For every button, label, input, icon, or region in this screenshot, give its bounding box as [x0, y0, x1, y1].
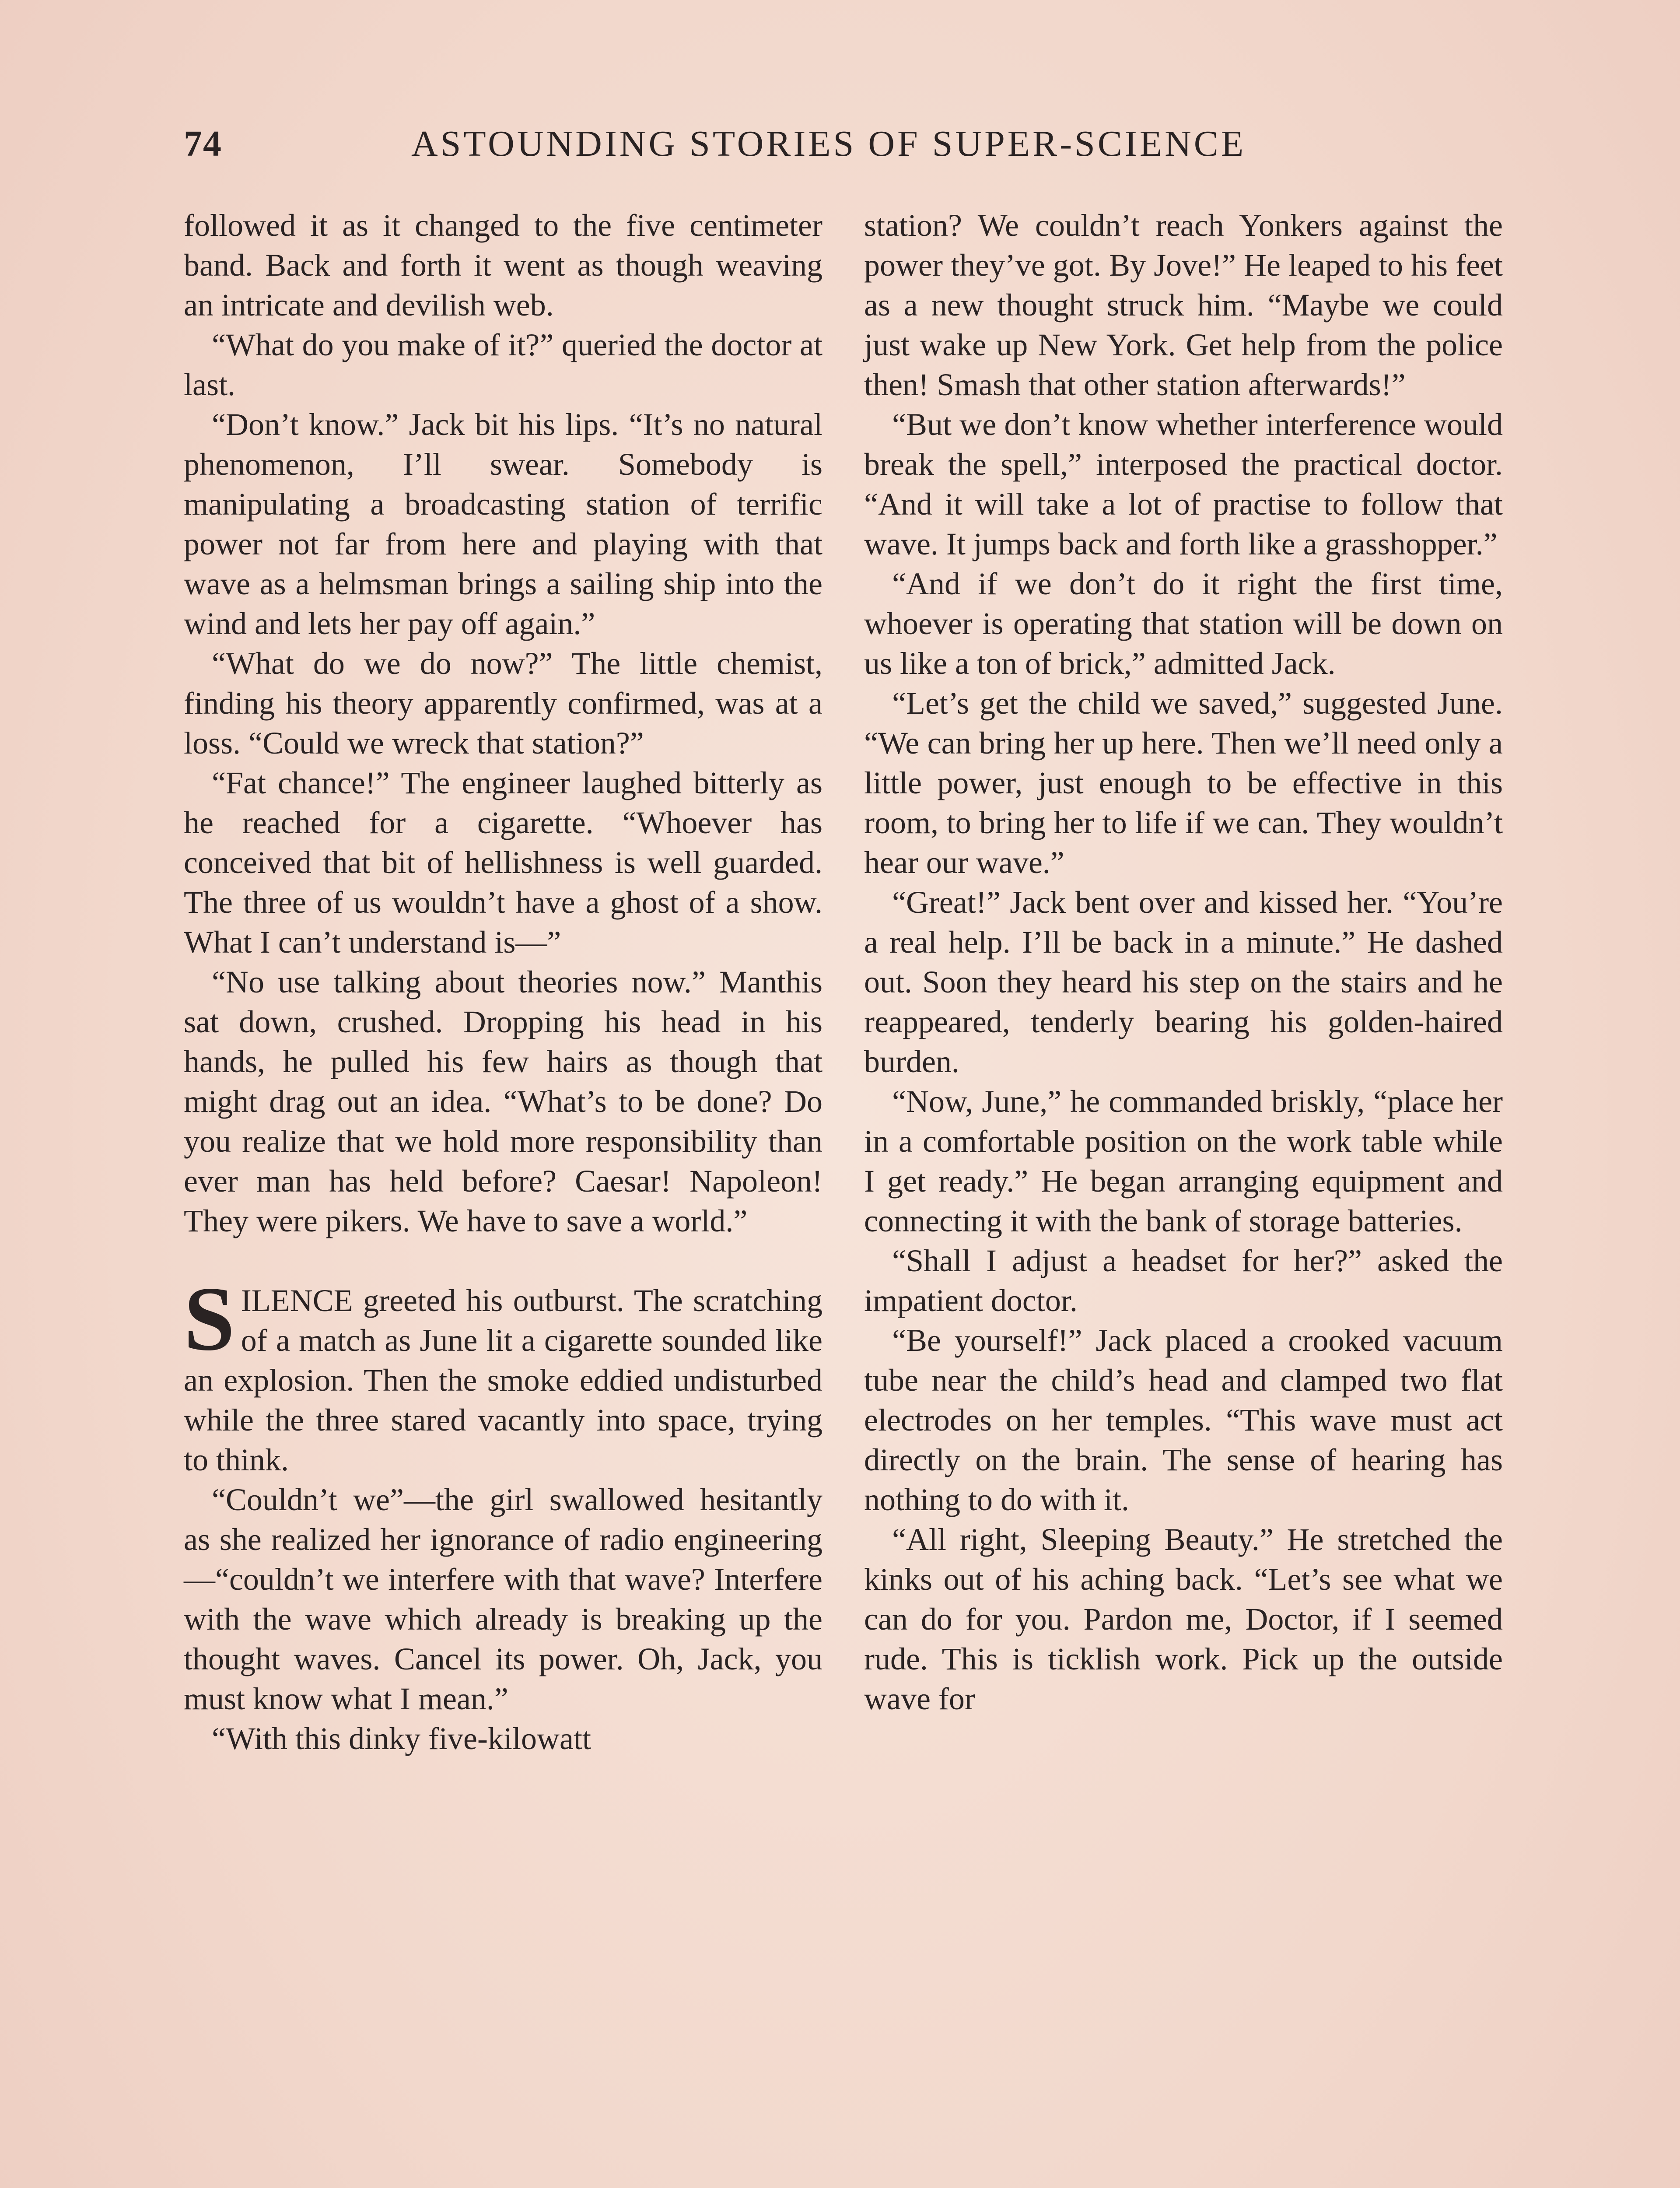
paragraph: station? We couldn’t reach Yonkers against the power they’ve got. By Jove!” He leaped to his feet as a new thought struck him. “Maybe we could just wake up New York. Get help from the police then! Smash that other station afterwards!”: [864, 208, 1503, 402]
paragraph: “Don’t know.” Jack bit his lips. “It’s no natural phenomenon, I’ll swear. Somebody is manipulating a broadcasting station of terrific power not far from here and playing with that wave as a helmsman brings a sailing ship into the wind and lets her pay off again.”: [184, 407, 822, 641]
paragraph: “No use talking about theories now.” Manthis sat down, crushed. Dropping his head in his hands, he pulled his few hairs as though that might drag out an idea. “What’s to be done? Do you realize that we hold more responsibility than ever man has held before? Caesar! Napoleon! They were pikers. We have to save a world.”: [184, 964, 822, 1238]
paragraph: “What do you make of it?” queried the doctor at last.: [184, 327, 822, 402]
page-header: [184, 123, 1496, 171]
paragraph: “Now, June,” he commanded briskly, “place her in a comfortable position on the work table while I get ready.” He began arranging equipment and connecting it with the bank of storage batteries.: [864, 1084, 1503, 1238]
page-number: 74: [184, 123, 222, 164]
paragraph: “Couldn’t we”—the girl swallowed hesitantly as she realized her ignorance of radio engineering—“couldn’t we interfere with that wave? Interfere with the wave which already is breaking up the thought waves. Cancel its power. Oh, Jack, you must know what I mean.”: [184, 1482, 822, 1716]
paragraph: “All right, Sleeping Beauty.” He stretched the kinks out of his aching back. “Let’s see what we can do for you. Pardon me, Doctor, if I seemed rude. This is ticklish work. Pick up the outside wave for: [864, 1522, 1503, 1716]
paragraph: “Be yourself!” Jack placed a crooked vacuum tube near the child’s head and clamped two flat electrodes on her temples. “This wave must act directly on the brain. The sense of hearing has nothing to do with it.: [864, 1323, 1503, 1517]
section-opening-text: greeted his outburst. The scratching of a match as June lit a cigarette sounded like an explosion. Then the smoke eddied undisturbed while the three stared vacantly into space, trying to think.: [184, 1283, 822, 1477]
right-column: [864, 206, 1503, 1719]
paragraph: “Great!” Jack bent over and kissed her. “You’re a real help. I’ll be back in a minute.” He dashed out. Soon they heard his step on the stairs and he reappeared, tenderly bearing his golden-haired burden.: [864, 885, 1503, 1079]
paragraph: “What do we do now?” The little chemist, finding his theory apparently confirmed, was at a loss. “Could we wreck that station?”: [184, 646, 822, 761]
section-opening-paragraph: [184, 1268, 822, 1480]
paragraph: followed it as it changed to the five centimeter band. Back and forth it went as though weaving an intricate and devilish web.: [184, 208, 822, 323]
paragraph: “Let’s get the child we saved,” suggested June. “We can bring her up here. Then we’ll need only a little power, just enough to be effective in this room, to bring her to life if we can. They wouldn’t hear our wave.”: [864, 686, 1503, 880]
paragraph: “But we don’t know whether interference would break the spell,” interposed the practical doctor. “And it will take a lot of practise to follow that wave. It jumps back and forth like a grasshopper.”: [864, 407, 1503, 561]
paragraph: “Fat chance!” The engineer laughed bitterly as he reached for a cigarette. “Whoever has conceived that bit of hellishness is well guarded. The three of us wouldn’t have a ghost of a show. What I can’t understand is—”: [184, 765, 822, 960]
left-column: [184, 206, 822, 1759]
drop-cap: S: [184, 1268, 235, 1370]
paragraph: “With this dinky five-kilowatt: [212, 1721, 591, 1756]
small-caps-lead: ILENCE: [241, 1283, 353, 1318]
paragraph: “And if we don’t do it right the first time, whoever is operating that station will be down on us like a ton of brick,” admitted Jack.: [864, 566, 1503, 681]
paragraph: “Shall I adjust a headset for her?” asked the impatient doctor.: [864, 1243, 1503, 1318]
running-head: ASTOUNDING STORIES OF SUPER-SCIENCE: [411, 123, 1246, 164]
